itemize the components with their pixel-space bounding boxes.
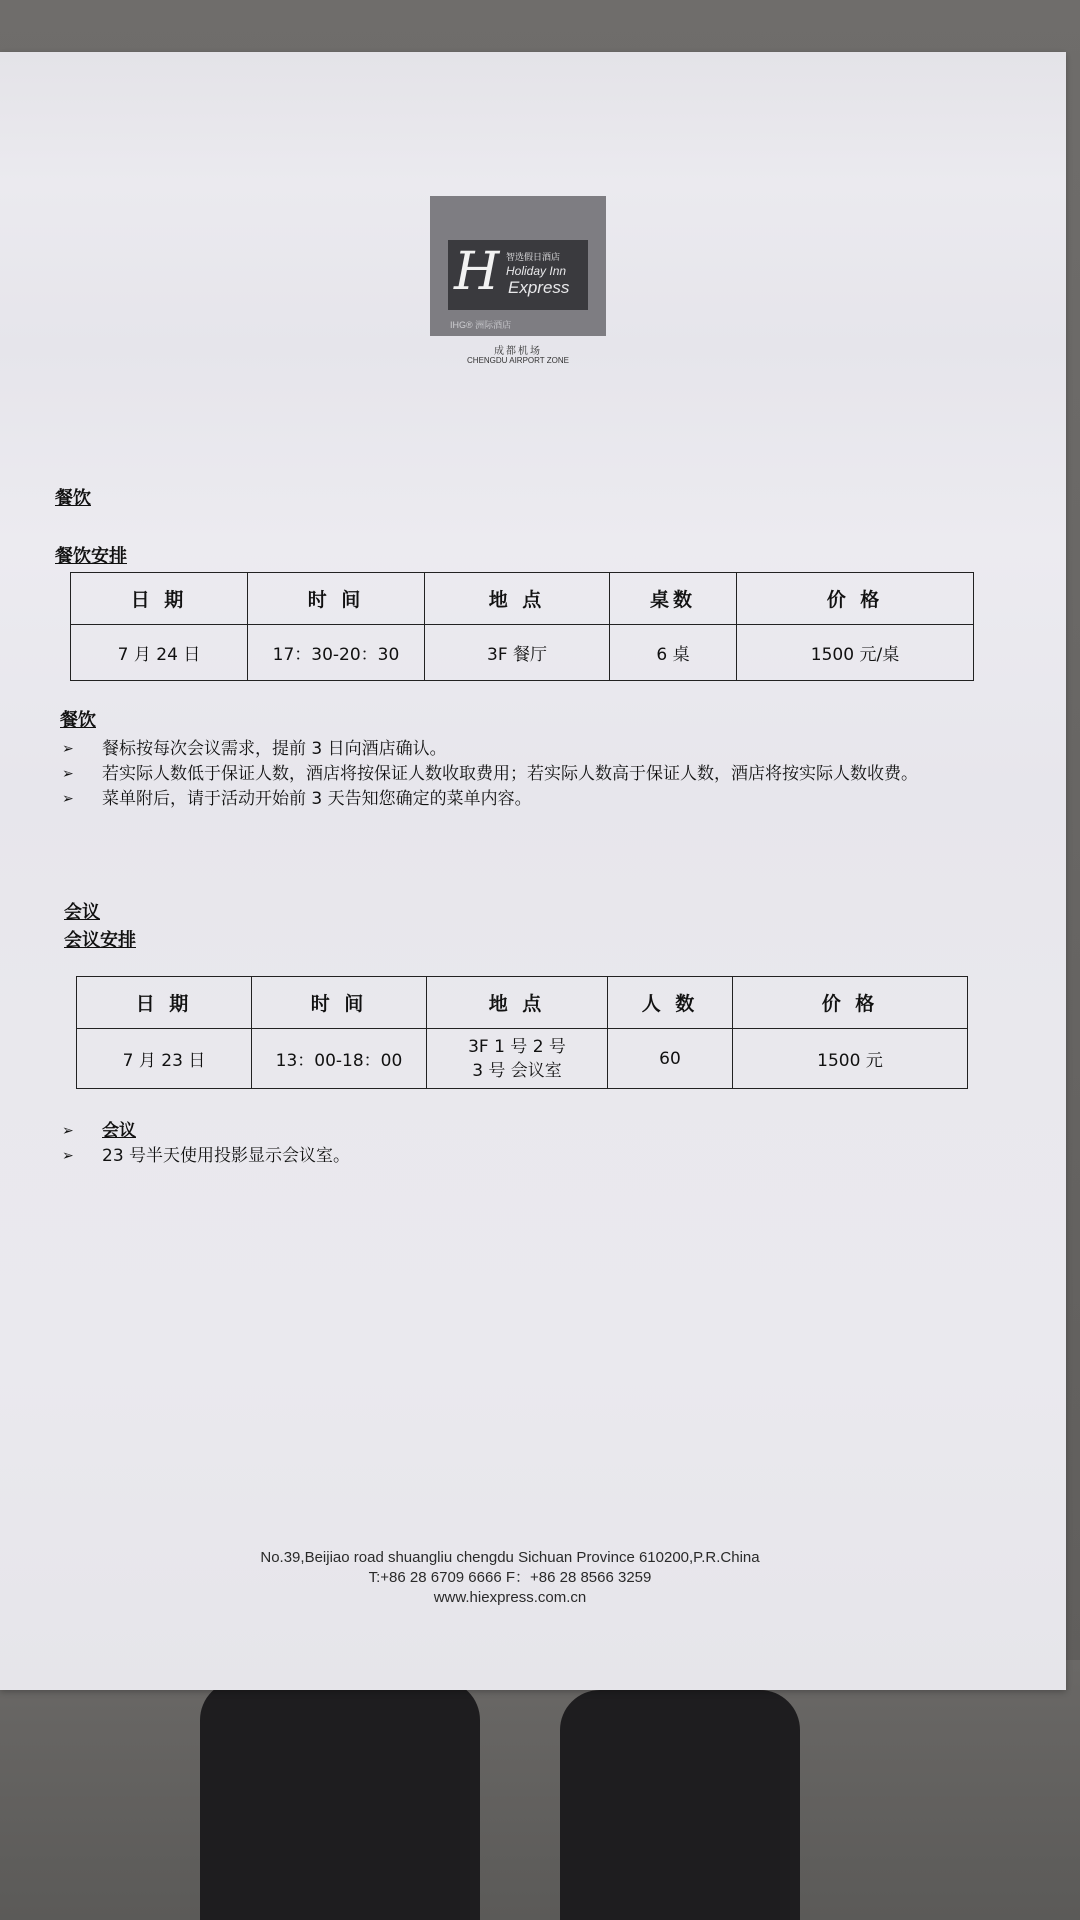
footer-phone: T:+86 28 6709 6666 F：+86 28 8566 3259 <box>368 1569 652 1586</box>
meeting-arrangement-title: 会议安排 <box>64 930 136 951</box>
document-footer <box>180 1548 840 1608</box>
catering-arrangement-title: 餐饮安排 <box>55 546 127 567</box>
header-time: 时 间 <box>248 573 425 625</box>
bullet-arrow-icon: ➢ <box>62 1123 74 1139</box>
header-price: 价 格 <box>733 977 968 1029</box>
bullet-arrow-icon: ➢ <box>62 1148 74 1164</box>
cell-location: 3F 餐厅 <box>425 625 610 681</box>
catering-table <box>70 572 974 681</box>
cell-people: 60 <box>608 1029 733 1089</box>
hotel-logo <box>430 196 606 336</box>
footer-website: www.hiexpress.com.cn <box>433 1589 587 1606</box>
cell-date: 7 月 24 日 <box>71 625 248 681</box>
header-date: 日 期 <box>77 977 252 1029</box>
logo-badge <box>448 240 588 310</box>
table-row <box>71 625 974 681</box>
table-header-row <box>71 573 974 625</box>
header-date: 日 期 <box>71 573 248 625</box>
header-location: 地 点 <box>427 977 608 1029</box>
list-item <box>62 763 982 785</box>
bullet-arrow-icon: ➢ <box>62 791 74 807</box>
list-item <box>62 738 982 760</box>
header-price: 价 格 <box>737 573 974 625</box>
meeting-title: 会议 <box>64 902 100 923</box>
leg-right <box>560 1690 800 1920</box>
logo-cn-name: 智选假日酒店 <box>506 252 561 262</box>
header-tables: 桌数 <box>610 573 737 625</box>
logo-caption-cn: 成都机场 <box>494 346 542 357</box>
meeting-notes-list <box>62 1120 962 1170</box>
logo-h-mark: H <box>454 242 500 302</box>
catering-notes-title: 餐饮 <box>60 710 96 731</box>
meeting-table <box>76 976 968 1089</box>
note-text: 会议 <box>102 1121 136 1141</box>
note-text: 23 号半天使用投影显示会议室。 <box>102 1146 351 1166</box>
footer-address: No.39,Beijiao road shuangliu chengdu Sichuan Province 610200,P.R.China <box>260 1549 760 1566</box>
floor-background <box>0 1660 1080 1920</box>
list-item <box>62 1120 962 1142</box>
cell-location: 3F 1 号 2 号 3 号 会议室 <box>427 1029 608 1089</box>
table-row <box>77 1029 968 1089</box>
note-text: 餐标按每次会议需求，提前 3 日向酒店确认。 <box>102 739 447 759</box>
logo-caption-en: CHENGDU AIRPORT ZONE <box>467 356 569 365</box>
bullet-arrow-icon: ➢ <box>62 741 74 757</box>
logo-line1: Holiday Inn <box>506 264 567 278</box>
catering-notes-list <box>62 738 982 813</box>
cell-tables: 6 桌 <box>610 625 737 681</box>
cell-time: 17：30-20：30 <box>248 625 425 681</box>
catering-title: 餐饮 <box>55 488 91 509</box>
note-text: 菜单附后，请于活动开始前 3 天告知您确定的菜单内容。 <box>102 789 532 809</box>
list-item <box>62 788 982 810</box>
header-location: 地 点 <box>425 573 610 625</box>
leg-left <box>200 1680 480 1920</box>
cell-time: 13：00-18：00 <box>252 1029 427 1089</box>
logo-ihg-line: IHG® 洲际酒店 <box>450 320 512 330</box>
note-text: 若实际人数低于保证人数，酒店将按保证人数收取费用；若实际人数高于保证人数，酒店将按实际人数收费。 <box>102 764 918 784</box>
cell-price: 1500 元/桌 <box>737 625 974 681</box>
cell-price: 1500 元 <box>733 1029 968 1089</box>
list-item <box>62 1145 962 1167</box>
logo-line2: Express <box>508 278 570 297</box>
table-header-row <box>77 977 968 1029</box>
header-time: 时 间 <box>252 977 427 1029</box>
header-people: 人 数 <box>608 977 733 1029</box>
document-page <box>0 52 1066 1690</box>
cell-date: 7 月 23 日 <box>77 1029 252 1089</box>
bullet-arrow-icon: ➢ <box>62 766 74 782</box>
